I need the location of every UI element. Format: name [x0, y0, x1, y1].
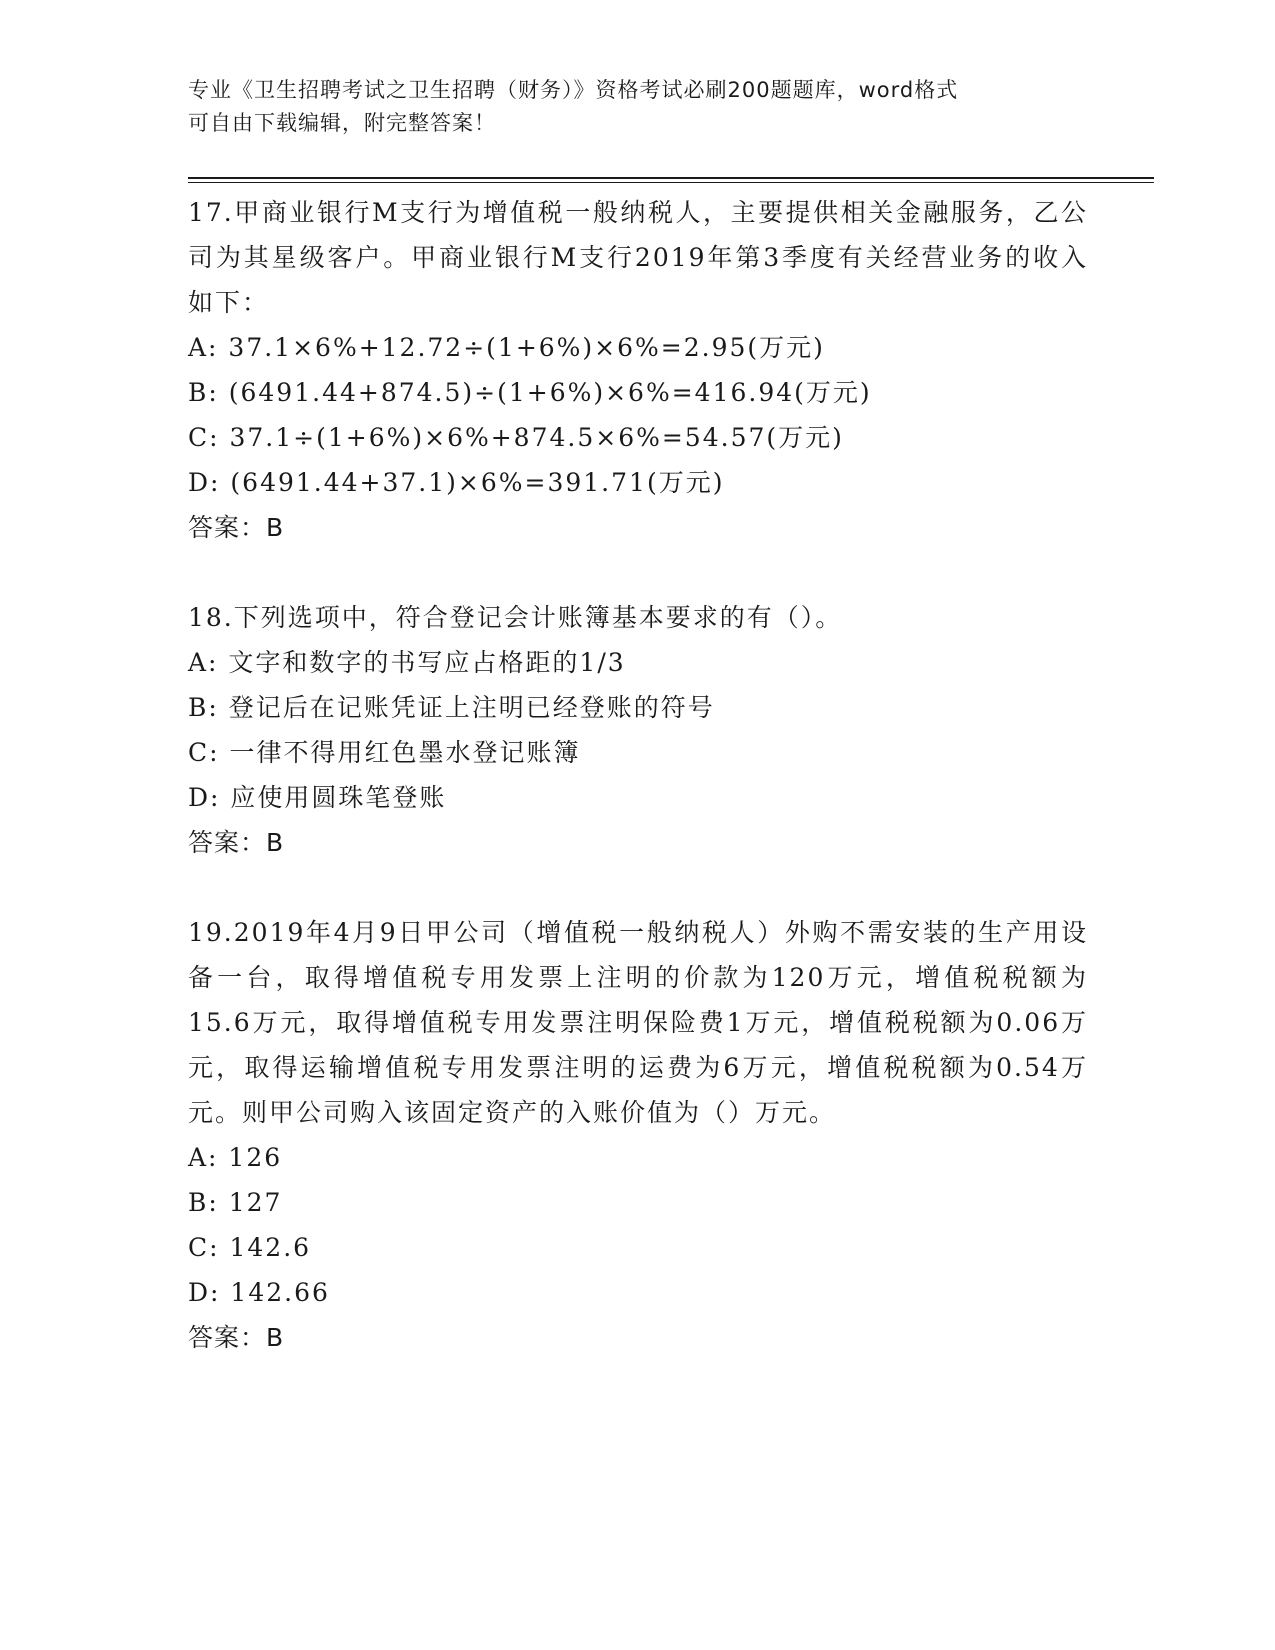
question-19	[188, 910, 1088, 1360]
option-c: C: 一律不得用红色墨水登记账簿	[188, 738, 581, 767]
question-stem: 18.下列选项中，符合登记会计账簿基本要求的有（）。	[188, 603, 843, 632]
option-b: B: 127	[188, 1188, 283, 1217]
option-d: D: 142.66	[188, 1278, 330, 1307]
header-line-2: 可自由下载编辑，附完整答案！	[188, 111, 496, 135]
answer: 答案：B	[188, 828, 285, 857]
option-a: A: 文字和数字的书写应占格距的1/3	[188, 648, 626, 677]
question-list	[188, 190, 1088, 1405]
header-line-1: 专业《卫生招聘考试之卫生招聘（财务）》资格考试必刷200题题库，word格式	[188, 78, 959, 102]
option-a: A: 126	[188, 1143, 283, 1172]
question-stem: 17.甲商业银行M支行为增值税一般纳税人，主要提供相关金融服务，乙公司为其星级客户。甲商业银行M支行2019年第3季度有关经营业务的收入如下：	[188, 198, 1088, 317]
answer: 答案：B	[188, 513, 285, 542]
question-stem: 19.2019年4月9日甲公司（增值税一般纳税人）外购不需安装的生产用设备一台，取得增值税专用发票上注明的价款为120万元，增值税税额为15.6万元，取得增值税专用发票注明保险费1万元，增值税税额为0.06万元，取得运输增值税专用发票注明的运费为6万元，增值税税额为0.54万元。则甲公司购入该固定资产的入账价值为（）万元。	[188, 918, 1088, 1127]
header-divider-thin	[188, 182, 1154, 183]
answer: 答案：B	[188, 1323, 285, 1352]
option-b: B: 登记后在记账凭证上注明已经登账的符号	[188, 693, 715, 722]
document-header	[188, 74, 1088, 140]
option-d: D: (6491.44+37.1)×6%=391.71(万元)	[188, 468, 725, 497]
question-17	[188, 190, 1088, 550]
option-b: B: (6491.44+874.5)÷(1+6%)×6%=416.94(万元)	[188, 378, 872, 407]
option-d: D: 应使用圆珠笔登账	[188, 783, 447, 812]
option-a: A: 37.1×6%+12.72÷(1+6%)×6%=2.95(万元)	[188, 333, 825, 362]
option-c: C: 142.6	[188, 1233, 312, 1262]
question-18	[188, 595, 1088, 865]
option-c: C: 37.1÷(1+6%)×6%+874.5×6%=54.57(万元)	[188, 423, 844, 452]
header-divider-thick	[188, 177, 1154, 179]
